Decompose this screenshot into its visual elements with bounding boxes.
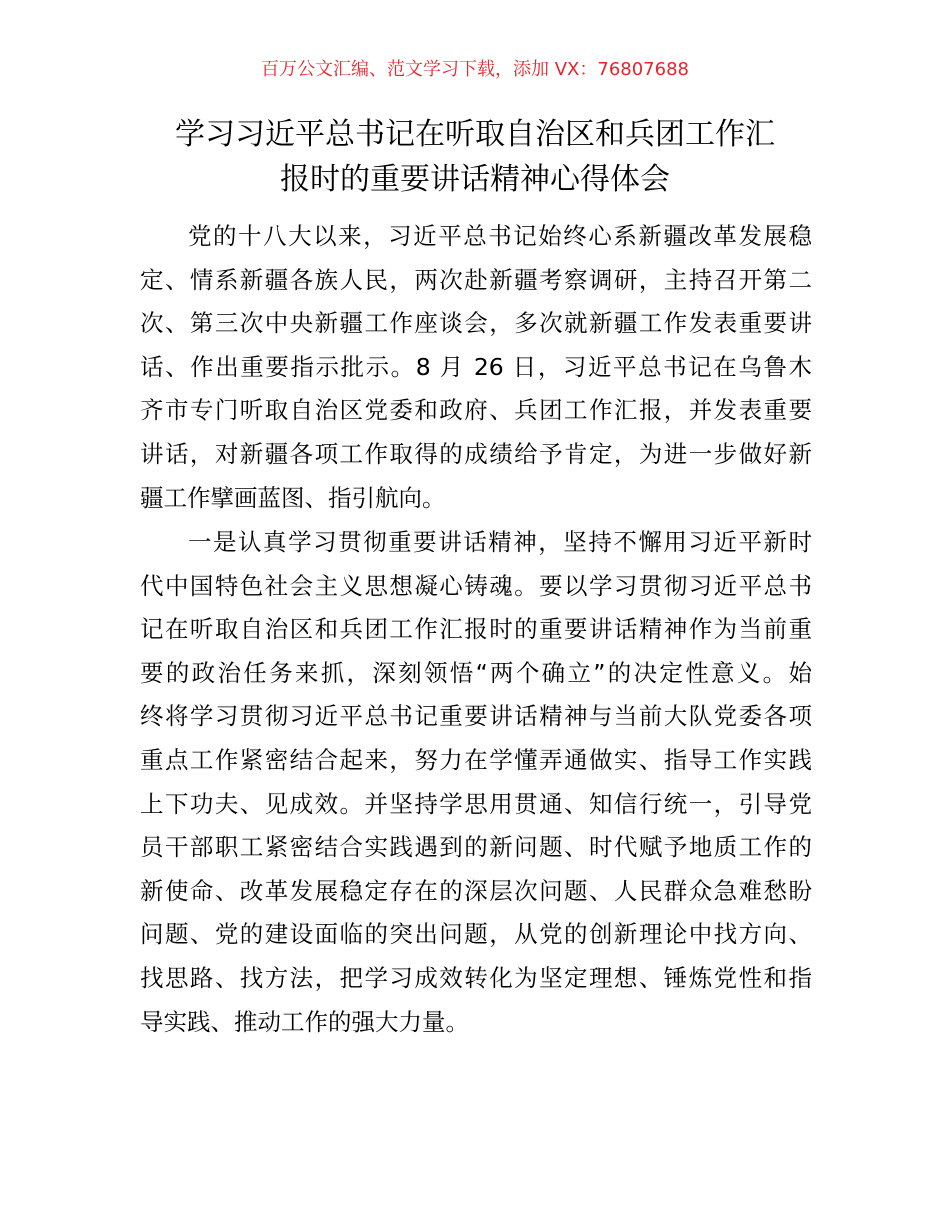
paragraph-line: 重点工作紧密结合起来，努力在学懂弄通做实、指导工作实践 — [140, 745, 812, 774]
paragraph-line: 记在听取自治区和兵团工作汇报时的重要讲话精神作为当前重 — [140, 615, 812, 644]
paragraph-line: 找思路、找方法，把学习成效转化为坚定理想、锤炼党性和指 — [140, 963, 812, 992]
paragraph-line: 疆工作擘画蓝图、指引航向。 — [140, 483, 446, 512]
paragraph-line: 话、作出重要指示批示。8 月 26 日，习近平总书记在乌鲁木 — [140, 352, 812, 381]
paragraph-line: 一是认真学习贯彻重要讲话精神，坚持不懈用习近平新时 — [188, 528, 812, 556]
title-line: 报时的重要讲话精神心得体会 — [280, 162, 670, 197]
paragraph-line: 定、情系新疆各族人民，两次赴新疆考察调研，主持召开第二 — [140, 265, 812, 294]
title-line: 学习习近平总书记在听取自治区和兵团工作汇 — [175, 117, 775, 152]
paragraph-1 — [140, 215, 812, 520]
paragraph-line: 终将学习贯彻习近平总书记重要讲话精神与当前大队党委各项 — [140, 702, 812, 731]
paragraph-line: 要的政治任务来抓，深刻领悟“两个确立”的决定性意义。始 — [140, 658, 812, 687]
paragraph-line: 讲话，对新疆各项工作取得的成绩给予肯定，为进一步做好新 — [140, 439, 812, 468]
paragraph-2 — [140, 521, 812, 1044]
paragraph-line: 员干部职工紧密结合实践遇到的新问题、时代赋予地质工作的 — [140, 833, 812, 862]
paragraph-line: 党的十八大以来，习近平总书记始终心系新疆改革发展稳 — [188, 222, 812, 250]
paragraph-line: 次、第三次中央新疆工作座谈会，多次就新疆工作发表重要讲 — [140, 309, 812, 338]
paragraph-line: 齐市专门听取自治区党委和政府、兵团工作汇报，并发表重要 — [140, 396, 812, 425]
paragraph-line: 代中国特色社会主义思想凝心铸魂。要以学习贯彻习近平总书 — [140, 571, 812, 600]
paragraph-line: 上下功夫、见成效。并坚持学思用贯通、知信行统一，引导党 — [140, 789, 812, 818]
document-title — [130, 112, 820, 202]
paragraph-line: 导实践、推动工作的强大力量。 — [140, 1007, 469, 1036]
paragraph-line: 新使命、改革发展稳定存在的深层次问题、人民群众急难愁盼 — [140, 876, 812, 905]
watermark-header: 百万公文汇编、范文学习下载，添加 VX：76807688 — [261, 59, 689, 80]
paragraph-line: 问题、党的建设面临的突出问题，从党的创新理论中找方向、 — [140, 920, 812, 949]
